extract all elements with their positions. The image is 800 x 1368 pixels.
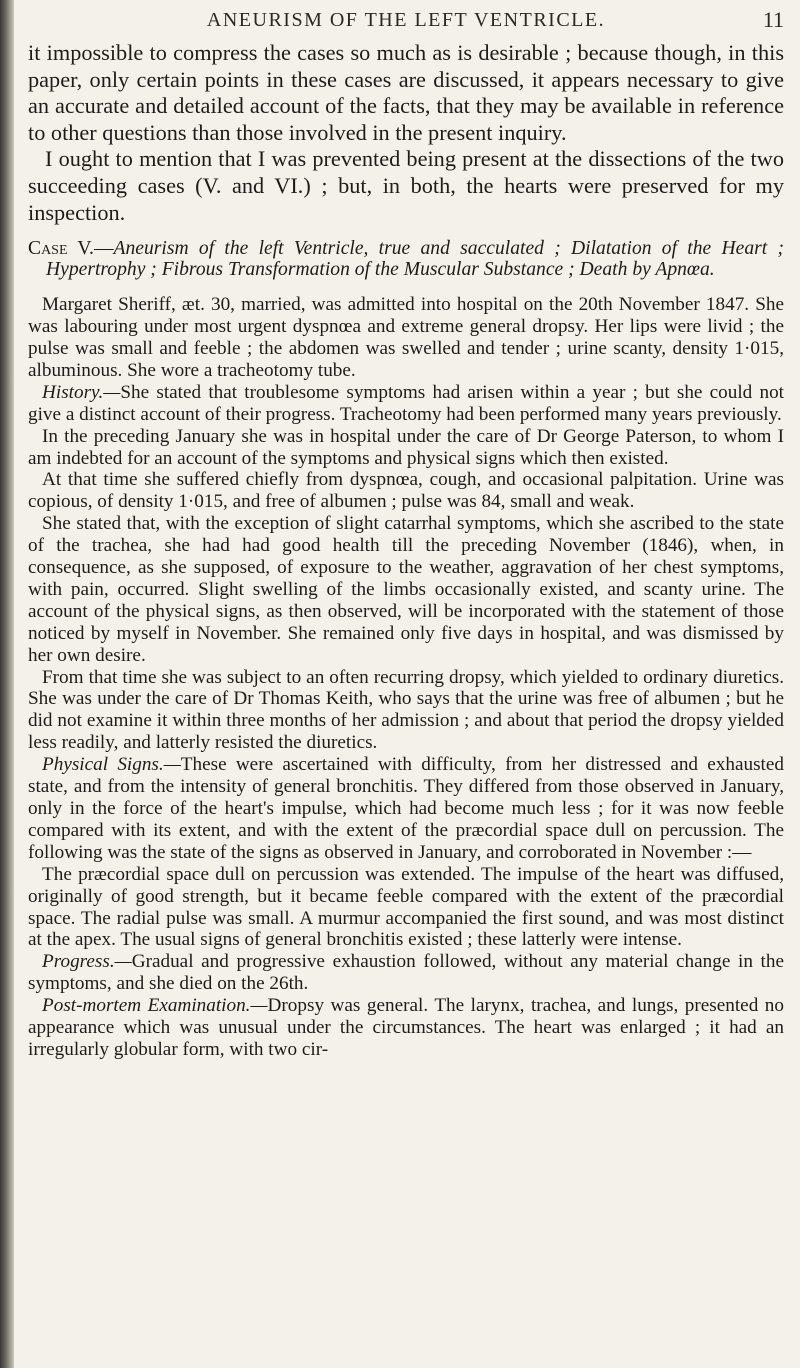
paragraph-post-mortem: Post-mortem Examination.—Dropsy was general. The larynx, trachea, and lungs, presented no appearance which was unusual under the circumstances. The heart was enlarged ; it had an irregularly globular form, with two cir- xyxy=(28,995,784,1060)
paragraph-progress: Progress.—Gradual and progressive exhaustion followed, without any material change in the symptoms, and she died on the 26th. xyxy=(28,951,784,995)
book-spine-shadow xyxy=(0,0,14,1368)
run-in-heading-post-mortem: Post-mortem Examination.— xyxy=(42,995,268,1017)
running-head-title: ANEURISM OF THE LEFT VENTRICLE. xyxy=(206,9,606,31)
case-body xyxy=(28,294,784,1061)
paragraph-admission: Margaret Sheriff, æt. 30, married, was admitted into hospital on the 20th November 1847. She was labouring under most urgent dyspnœa and extreme general dropsy. Her lips were livid ; the pulse was small and feeble ; the abdomen was swelled and tender ; urine scanty, density 1·015, albuminous. She wore a tracheotomy tube. xyxy=(28,294,784,381)
paragraph-symptoms: At that time she suffered chiefly from dyspnœa, cough, and occasional palpitation. Urine was copious, of density 1·015, and free of albumen ; pulse was 84, small and weak. xyxy=(28,469,784,513)
paragraph-statement: She stated that, with the exception of slight catarrhal symptoms, which she ascribed to the state of the trachea, she had had good health till the preceding November (1846), when, in consequence, as she supposed, of exposure to the weather, aggravation of her chest symptoms, with pain, occurred. Slight swelling of the limbs occasionally existed, and scanty urine. The account of the physical signs, as then observed, will be incorporated with the statement of those noticed by myself in November. She remained only five days in hospital, and was dismissed by her own desire. xyxy=(28,513,784,666)
case-title: Aneurism of the left Ventricle, true and sacculated ; Dilatation of the Heart ; Hypertrophy ; Fibrous Transformation of the Muscular Substance ; Death by Apnœa. xyxy=(46,238,784,281)
paragraph-physical-signs: Physical Signs.—These were ascertained with difficulty, from her distressed and exhausted state, and from the intensity of general bronchitis. They differed from those observed in January, only in the force of the heart's impulse, which had become much less ; for it was now feeble compared with its extent, and with the extent of the præcordial space dull on percussion. The following was the state of the signs as observed in January, and corroborated in November :— xyxy=(28,754,784,863)
case-heading: Case V.—Aneurism of the left Ventricle, true and sacculated ; Dilatation of the Heart ; Hypertrophy ; Fibrous Transformation of the Muscular Substance ; Death by Apnœa. xyxy=(28,238,784,281)
run-in-heading-physical-signs: Physical Signs.— xyxy=(42,754,181,776)
paragraph-history: History.—She stated that troublesome symptoms had arisen within a year ; but she could not give a distinct account of their progress. Tracheotomy had been performed many years previously. xyxy=(28,381,784,425)
paragraph-dropsy: From that time she was subject to an often recurring dropsy, which yielded to ordinary diuretics. She was under the care of Dr Thomas Keith, who says that the urine was free of albumen ; but he did not examine it within three months of her admission ; and about that period the dropsy yielded less readily, and latterly resisted the diuretics. xyxy=(28,666,784,754)
run-in-heading-progress: Progress.— xyxy=(42,951,132,973)
intro-paragraph-2: I ought to mention that I was prevented being present at the dissections of the two succeeding cases (V. and VI.) ; but, in both, the hearts were preserved for my inspection. xyxy=(28,146,784,225)
run-in-heading-history: History.— xyxy=(42,381,121,403)
page-number: 11 xyxy=(762,7,784,32)
paragraph-january: In the preceding January she was in hospital under the care of Dr George Paterson, to whom I am indebted for an account of the symptoms and physical signs which then existed. xyxy=(28,425,784,469)
case-label: Case V. xyxy=(28,238,94,260)
running-head xyxy=(28,0,784,40)
book-page xyxy=(28,0,784,1368)
intro-section xyxy=(28,40,784,226)
intro-paragraph-1: it impossible to compress the cases so much as is desirable ; because though, in this paper, only certain points in these cases are discussed, it appears necessary to give an accurate and detailed account of the facts, that they may be available in reference to other questions than those involved in the present inquiry. xyxy=(28,40,784,145)
paragraph-signs-detail: The præcordial space dull on percussion was extended. The impulse of the heart was diffused, originally of good strength, but it became feeble compared with the extent of the præcordial space. The radial pulse was small. A murmur accompanied the first sound, and was most distinct at the apex. The usual signs of general bronchitis existed ; these latterly were intense. xyxy=(28,863,784,951)
